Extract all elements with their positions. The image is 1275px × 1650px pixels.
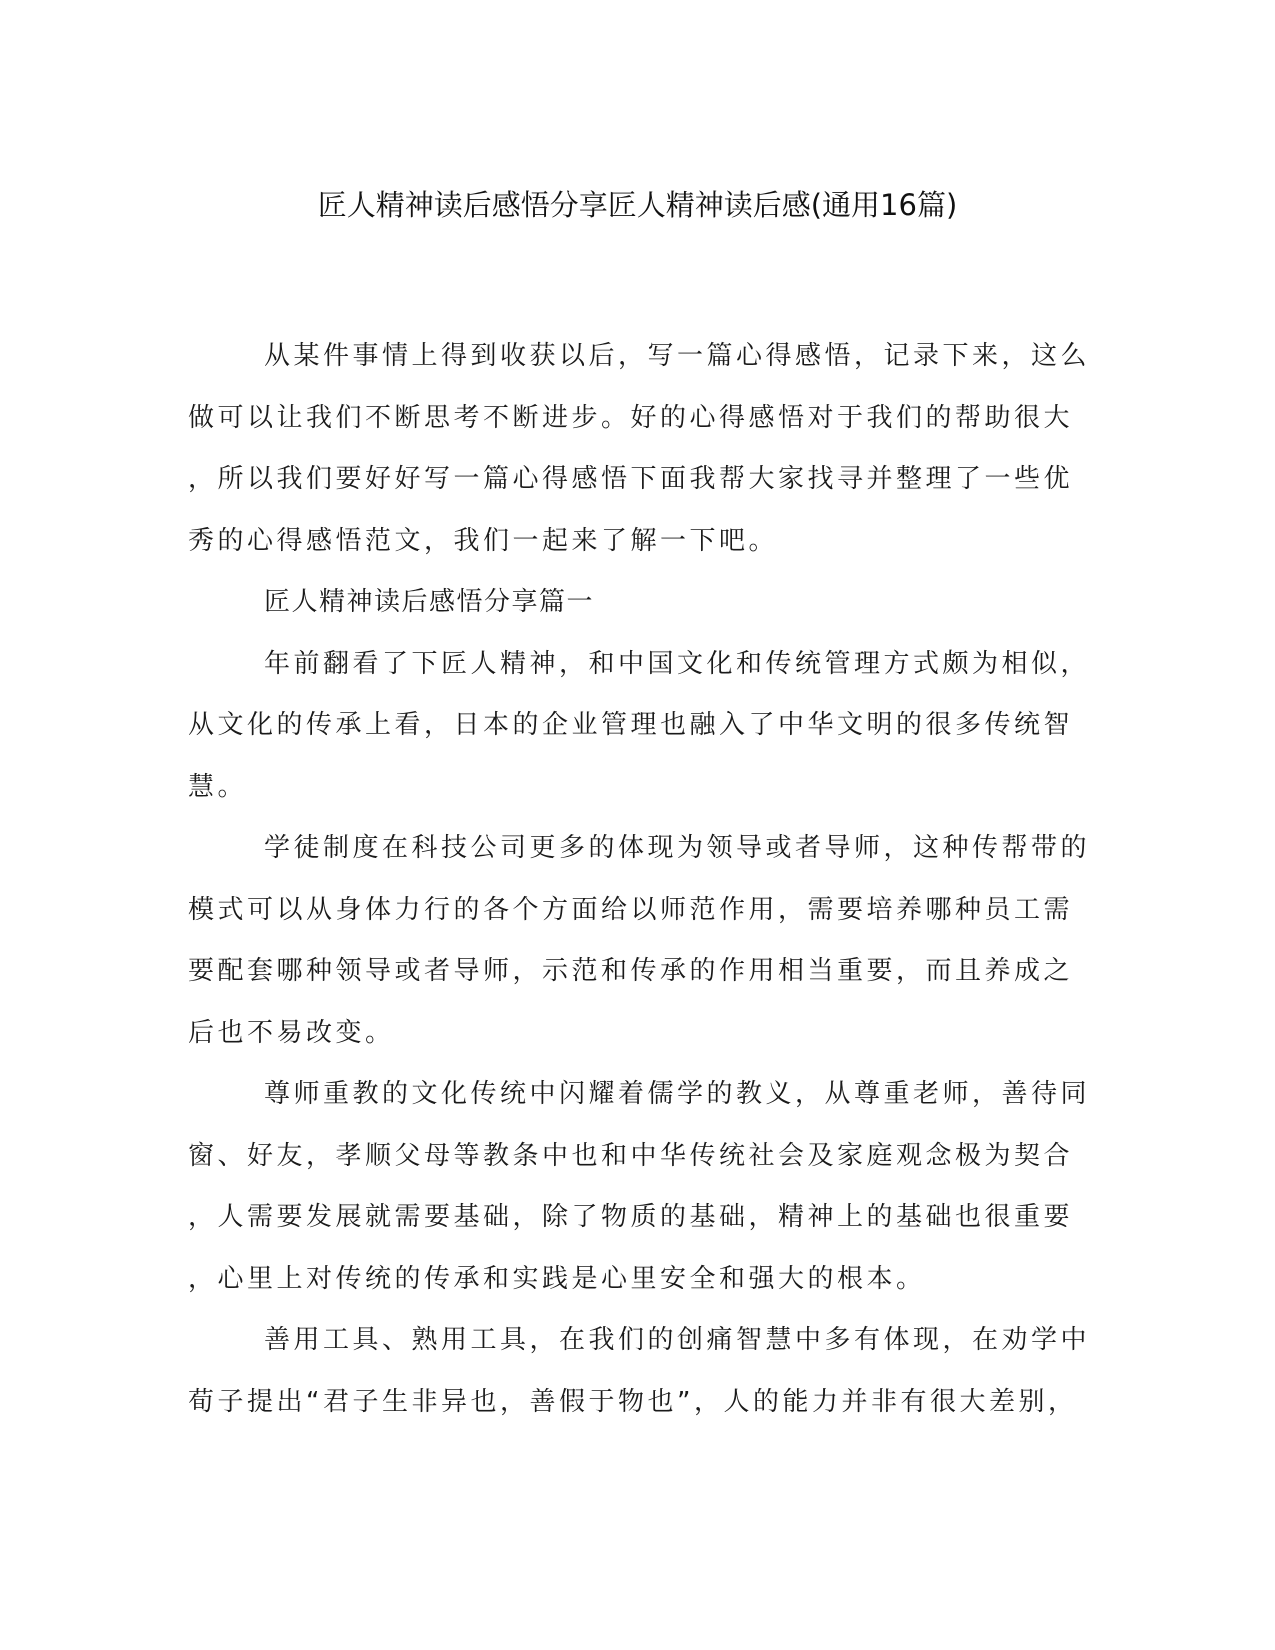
paragraph-line: 学徒制度在科技公司更多的体现为领导或者导师，这种传帮带的 — [264, 833, 1091, 863]
paragraph-line: 年前翻看了下匠人精神，和中国文化和传统管理方式颇为相似， — [264, 648, 1091, 679]
paragraph-line: 慧。 — [188, 771, 248, 802]
paragraph-line: 从某件事情上得到收获以后，写一篇心得感悟，记录下来，这么 — [264, 341, 1091, 371]
paragraph-line: 善用工具、熟用工具，在我们的创痛智慧中多有体现，在劝学中 — [264, 1325, 1091, 1355]
paragraph-line: ，心里上对传统的传承和实践是心里安全和强大的根本。 — [188, 1263, 926, 1294]
section-heading: 匠人精神读后感悟分享篇一 — [264, 587, 595, 617]
paragraph-line: 模式可以从身体力行的各个方面给以师范作用，需要培养哪种员工需 — [188, 894, 1074, 925]
paragraph-line: 秀的心得感悟范文，我们一起来了解一下吧。 — [188, 525, 779, 556]
paragraph-line: ，人需要发展就需要基础，除了物质的基础，精神上的基础也很重要 — [188, 1202, 1074, 1232]
document-body — [188, 326, 1091, 1433]
paragraph-line: 要配套哪种领导或者导师，示范和传承的作用相当重要，而且养成之 — [188, 956, 1074, 986]
paragraph-line: 做可以让我们不断思考不断进步。好的心得感悟对于我们的帮助很大 — [188, 402, 1074, 433]
paragraph-line: 尊师重教的文化传统中闪耀着儒学的教义，从尊重老师，善待同 — [264, 1079, 1091, 1109]
paragraph-line: 荀子提出“君子生非异也，善假于物也”，人的能力并非有很大差别， — [188, 1386, 1078, 1417]
paragraph-line: 从文化的传承上看，日本的企业管理也融入了中华文明的很多传统智 — [188, 710, 1074, 740]
paragraph-line: 后也不易改变。 — [188, 1017, 395, 1048]
paragraph-line: ，所以我们要好好写一篇心得感悟下面我帮大家找寻并整理了一些优 — [188, 464, 1074, 494]
document-title: 匠人精神读后感悟分享匠人精神读后感(通用16篇) — [317, 188, 958, 222]
paragraph-line: 窗、好友，孝顺父母等教条中也和中华传统社会及家庭观念极为契合 — [188, 1140, 1074, 1171]
